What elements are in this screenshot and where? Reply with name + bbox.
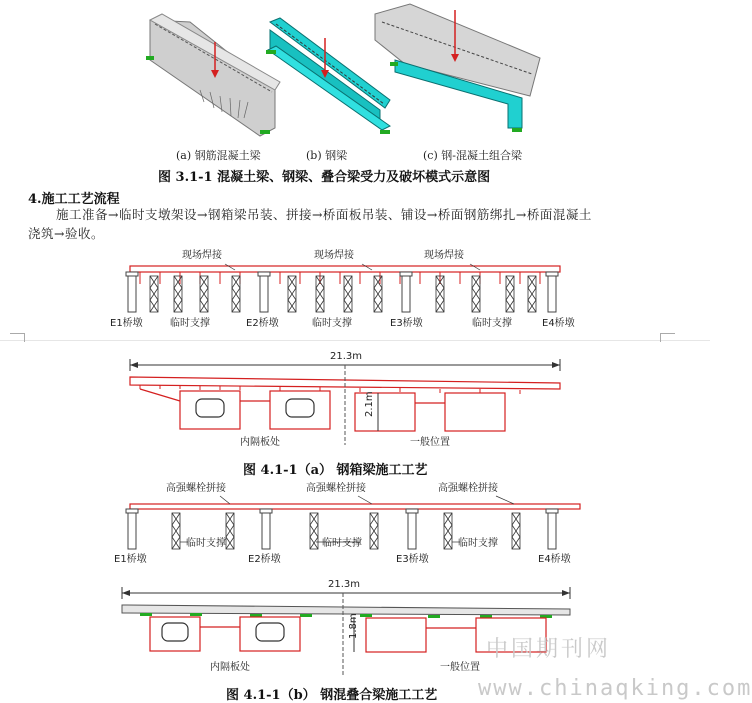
- fig41b-caption: 图 4.1-1（b） 钢混叠合梁施工工艺: [226, 688, 438, 703]
- height-b-label: 1.8m: [348, 613, 359, 639]
- bolt-label-2: 高强螺栓拼接: [306, 483, 366, 494]
- weld-label-2: 现场焊接: [314, 250, 354, 261]
- support-label-1: 临时支撑: [170, 318, 210, 329]
- watermark-cn: 中国期刊网: [486, 637, 612, 662]
- fig41b-section: [110, 575, 580, 680]
- general-b-label: 一般位置: [440, 662, 480, 673]
- fig31-panel-c-label: (c) 钢-混凝土组合梁: [423, 149, 522, 162]
- pier-b-label-e3: E3桥墩: [396, 554, 429, 565]
- pier-label-e2: E2桥墩: [246, 318, 279, 329]
- fig31-caption: 图 3.1-1 混凝土梁、钢梁、叠合梁受力及破坏模式示意图: [158, 170, 491, 185]
- pier-label-e4: E4桥墩: [542, 318, 575, 329]
- steel-beam-drawing: [266, 18, 390, 134]
- fig41a-section: [120, 345, 570, 450]
- pier-label-e1: E1桥墩: [110, 318, 143, 329]
- page-corner-right: [660, 333, 675, 342]
- rc-beam-drawing: [146, 14, 280, 136]
- bolt-label-3: 高强螺栓拼接: [438, 483, 498, 494]
- support-b-label-2: 临时支撑: [322, 538, 362, 549]
- general-label: 一般位置: [410, 437, 450, 448]
- pier-b-label-e2: E2桥墩: [248, 554, 281, 565]
- fig41b-elevation: [100, 480, 600, 572]
- section-heading: 4.施工工艺流程: [28, 192, 120, 207]
- bolt-label-1: 高强螺栓拼接: [166, 483, 226, 494]
- diaphragm-label: 内隔板处: [240, 437, 280, 448]
- width-label: 21.3m: [330, 351, 363, 362]
- fig31-panel-a-label: (a) 钢筋混凝土梁: [176, 149, 261, 162]
- pier-b-label-e4: E4桥墩: [538, 554, 571, 565]
- height-label: 2.1m: [364, 391, 375, 417]
- diaphragm-b-label: 内隔板处: [210, 662, 250, 673]
- support-label-2: 临时支撑: [312, 318, 352, 329]
- fig41a-elevation: [100, 244, 600, 334]
- support-label-3: 临时支撑: [472, 318, 512, 329]
- page-break-line: [0, 340, 710, 341]
- pier-b-label-e1: E1桥墩: [114, 554, 147, 565]
- fig31-drawing: [130, 0, 550, 145]
- support-b-label-3: 临时支撑: [458, 538, 498, 549]
- width-b-label: 21.3m: [328, 579, 361, 590]
- fig31-panel-b-label: (b) 钢梁: [306, 149, 348, 162]
- page-corner-left: [10, 333, 25, 342]
- section-text-line1: 施工准备→临时支墩架设→钢箱梁吊装、拼接→桥面板吊装、铺设→桥面钢筋绑扎→桥面混凝土: [56, 207, 592, 222]
- composite-beam-drawing: [375, 4, 540, 132]
- section-text-line2: 浇筑→验收。: [28, 226, 104, 241]
- fig41a-caption: 图 4.1-1（a） 钢箱梁施工工艺: [243, 463, 428, 478]
- support-b-label-1: 临时支撑: [186, 538, 226, 549]
- weld-label-1: 现场焊接: [182, 250, 222, 261]
- watermark-url: www.chinaqking.com: [478, 676, 752, 701]
- weld-label-3: 现场焊接: [424, 250, 464, 261]
- pier-label-e3: E3桥墩: [390, 318, 423, 329]
